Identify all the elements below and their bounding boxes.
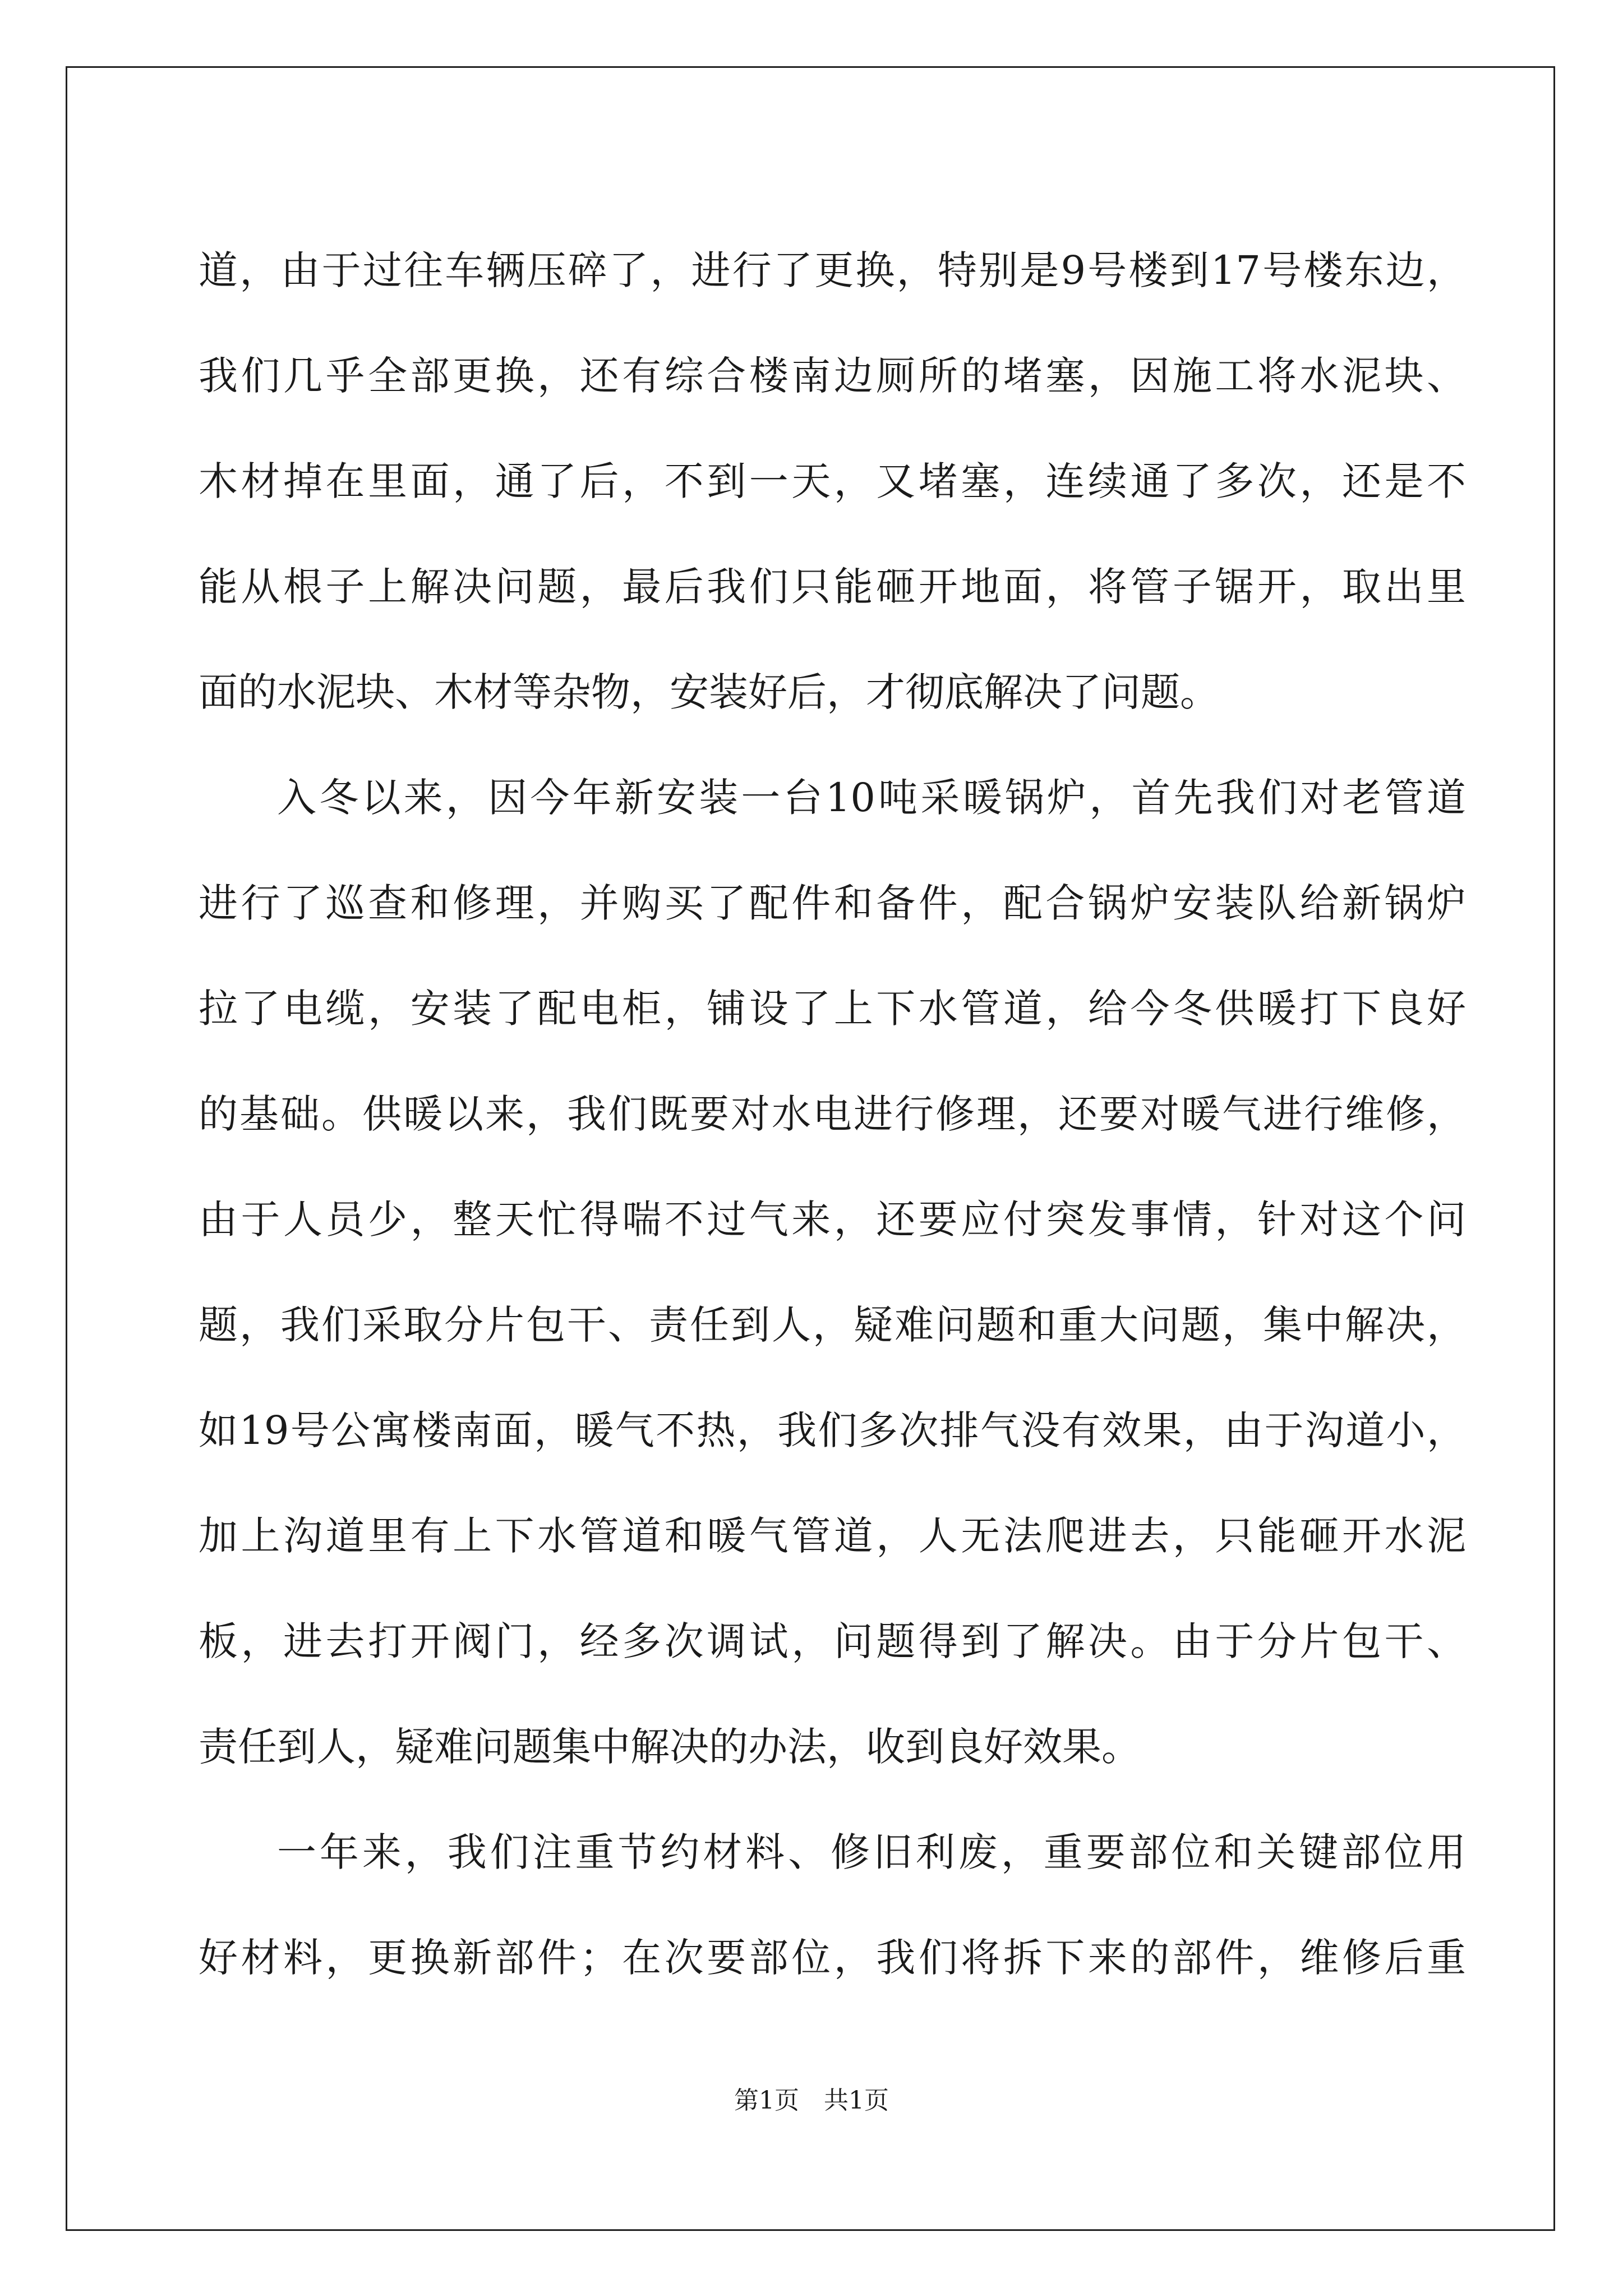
document-body bbox=[199, 218, 1466, 2010]
text-line: 我们几乎全部更换，还有综合楼南边厕所的堵塞，因施工将水泥块、 bbox=[199, 353, 1466, 399]
text-line: 的基础。供暖以来，我们既要对水电进行修理，还要对暖气进行维修， bbox=[199, 1091, 1466, 1137]
text-line: 道，由于过往车辆压碎了，进行了更换，特别是9号楼到17号楼东边， bbox=[199, 247, 1466, 293]
paragraph-first-line: 一年来，我们注重节约材料、修旧利废，重要部位和关键部位用 bbox=[277, 1829, 1466, 1875]
text-line: 进行了巡查和修理，并购买了配件和备件，配合锅炉安装队给新锅炉 bbox=[199, 880, 1466, 926]
text-line: 能从根子上解决问题，最后我们只能砸开地面，将管子锯开，取出里 bbox=[199, 564, 1466, 610]
text-line: 加上沟道里有上下水管道和暖气管道，人无法爬进去，只能砸开水泥 bbox=[199, 1513, 1466, 1559]
text-line: 由于人员少，整天忙得喘不过气来，还要应付突发事情，针对这个问 bbox=[199, 1197, 1466, 1243]
text-line: 责任到人，疑难问题集中解决的办法，收到良好效果。 bbox=[199, 1724, 1141, 1770]
page-footer bbox=[0, 2080, 1623, 2116]
text-line: 题，我们采取分片包干、责任到人，疑难问题和重大问题，集中解决， bbox=[199, 1302, 1466, 1348]
text-line: 如19号公寓楼南面，暖气不热，我们多次排气没有效果，由于沟道小， bbox=[199, 1407, 1466, 1453]
text-line: 拉了电缆，安装了配电柜，铺设了上下水管道，给今冬供暖打下良好 bbox=[199, 986, 1466, 1032]
page-total: 共1页 bbox=[824, 2086, 889, 2115]
text-line: 板，进去打开阀门，经多次调试，问题得到了解决。由于分片包干、 bbox=[199, 1618, 1466, 1664]
text-line: 木材掉在里面，通了后，不到一天，又堵塞，连续通了多次，还是不 bbox=[199, 458, 1466, 504]
text-line: 好材料，更换新部件；在次要部位，我们将拆下来的部件，维修后重 bbox=[199, 1935, 1466, 1981]
page-number: 第1页 bbox=[734, 2086, 799, 2115]
paragraph-first-line: 入冬以来，因今年新安装一台10吨采暖锅炉，首先我们对老管道 bbox=[277, 775, 1466, 821]
text-line: 面的水泥块、木材等杂物，安装好后，才彻底解决了问题。 bbox=[199, 669, 1219, 715]
